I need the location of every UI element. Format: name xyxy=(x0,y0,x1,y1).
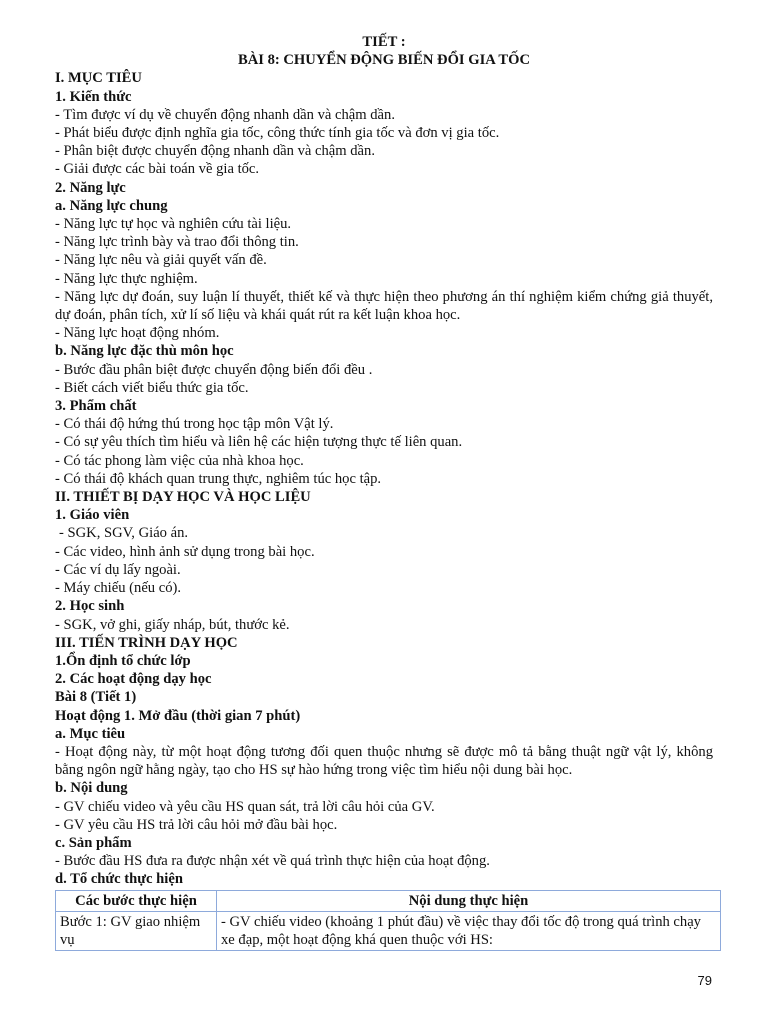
class-organization-heading: 1.Ổn định tổ chức lớp xyxy=(55,652,191,669)
steps-table xyxy=(55,890,721,951)
activity-1-heading: Hoạt động 1. Mở đầu (thời gian 7 phút) xyxy=(55,707,301,724)
specific-competence-item: - Biết cách viết biểu thức gia tốc. xyxy=(55,379,249,396)
knowledge-item: - Phát biểu được định nghĩa gia tốc, công thức tính gia tốc và đơn vị gia tốc. xyxy=(55,125,500,142)
knowledge-item: - Giải được các bài toán về gia tốc. xyxy=(55,161,260,178)
activity-organization-heading: d. Tổ chức thực hiện xyxy=(55,871,183,888)
specific-competence-item: - Bước đầu phân biệt được chuyển động biến đổi đều . xyxy=(55,361,373,378)
competence-item: - Năng lực trình bày và trao đổi thông tin. xyxy=(55,234,299,251)
competence-item: - Năng lực hoạt động nhóm. xyxy=(55,325,220,342)
activity-content-item: - GV chiếu video và yêu cầu HS quan sát, trả lời câu hỏi của GV. xyxy=(55,798,435,815)
table-row xyxy=(56,911,721,950)
specific-competence-heading: b. Năng lực đặc thù môn học xyxy=(55,343,234,360)
lesson-title: BÀI 8: CHUYỂN ĐỘNG BIẾN ĐỔI GIA TỐC xyxy=(237,52,531,69)
table-cell-content: - GV chiếu video (khoảng 1 phút đầu) về việc thay đổi tốc độ trong quá trình chạy xe đạp, một hoạt động khá quen thuộc với HS: xyxy=(217,911,721,950)
quality-item: - Có tác phong làm việc của nhà khoa học. xyxy=(55,452,304,469)
teaching-activities-heading: 2. Các hoạt động dạy học xyxy=(55,671,212,688)
activity-objective-text: - Hoạt động này, từ một hoạt động tương đối quen thuộc nhưng sẽ được mô tả bằng thuật ngữ vật lý, không bằng ngôn ngữ hằng ngày, tạo cho HS sự hào hứng trong việc tìm hiểu nội dung bài học. xyxy=(55,743,713,779)
page-number: 79 xyxy=(697,973,712,988)
competence-item: - Năng lực thực nghiệm. xyxy=(55,270,198,287)
competence-item: - Năng lực tự học và nghiên cứu tài liệu. xyxy=(55,216,292,233)
section-equipment-heading: II. THIẾT BỊ DẠY HỌC VÀ HỌC LIỆU xyxy=(55,489,311,506)
activity-objective-heading: a. Mục tiêu xyxy=(55,725,126,742)
activity-product-heading: c. Sản phẩm xyxy=(55,834,132,851)
competence-item-long: - Năng lực dự đoán, suy luận lí thuyết, thiết kế và thực hiện theo phương án thí nghiệm kiểm chứng giả thuyết, dự đoán, phân tích, xử lí số liệu và khái quát rút ra kết luận khoa học. xyxy=(55,288,713,324)
knowledge-item: - Phân biệt được chuyển động nhanh dần và chậm dần. xyxy=(55,143,375,160)
qualities-heading: 3. Phẩm chất xyxy=(55,398,137,415)
teacher-item: - Các ví dụ lấy ngoài. xyxy=(55,561,181,578)
quality-item: - Có thái độ hứng thú trong học tập môn Vật lý. xyxy=(55,416,334,433)
teacher-item: - Máy chiếu (nếu có). xyxy=(55,580,182,597)
activity-content-item: - GV yêu cầu HS trả lời câu hỏi mở đầu bài học. xyxy=(55,816,338,833)
lesson-period-heading: Bài 8 (Tiết 1) xyxy=(55,689,137,706)
table-header-row xyxy=(56,890,721,911)
knowledge-item: - Tìm được ví dụ về chuyển động nhanh dần và chậm dần. xyxy=(55,106,395,123)
student-item: - SGK, vở ghi, giấy nháp, bút, thước kẻ. xyxy=(55,616,290,633)
quality-item: - Có thái độ khách quan trung thực, nghiêm túc học tập. xyxy=(55,470,382,487)
teacher-item: - SGK, SGV, Giáo án. xyxy=(59,525,189,542)
quality-item: - Có sự yêu thích tìm hiểu và liên hệ các hiện tượng thực tế liên quan. xyxy=(55,434,463,451)
student-heading: 2. Học sinh xyxy=(55,598,125,615)
section-process-heading: III. TIẾN TRÌNH DẠY HỌC xyxy=(55,634,238,651)
table-cell-step: Bước 1: GV giao nhiệm vụ xyxy=(56,911,217,950)
lesson-period: TIẾT : xyxy=(362,34,406,50)
general-competence-heading: a. Năng lực chung xyxy=(55,197,168,214)
knowledge-heading: 1. Kiến thức xyxy=(55,88,132,105)
competence-item: - Năng lực nêu và giải quyết vấn đề. xyxy=(55,252,267,269)
competence-heading: 2. Năng lực xyxy=(55,179,126,196)
document-body xyxy=(55,33,713,951)
teacher-item: - Các video, hình ảnh sử dụng trong bài học. xyxy=(55,543,315,560)
table-header-cell: Nội dung thực hiện xyxy=(217,890,721,911)
teacher-heading: 1. Giáo viên xyxy=(55,507,130,524)
activity-product-text: - Bước đầu HS đưa ra được nhận xét về quá trình thực hiện của hoạt động. xyxy=(55,853,490,870)
activity-content-heading: b. Nội dung xyxy=(55,780,128,797)
section-objectives-heading: I. MỤC TIÊU xyxy=(55,70,142,87)
table-header-cell: Các bước thực hiện xyxy=(56,890,217,911)
